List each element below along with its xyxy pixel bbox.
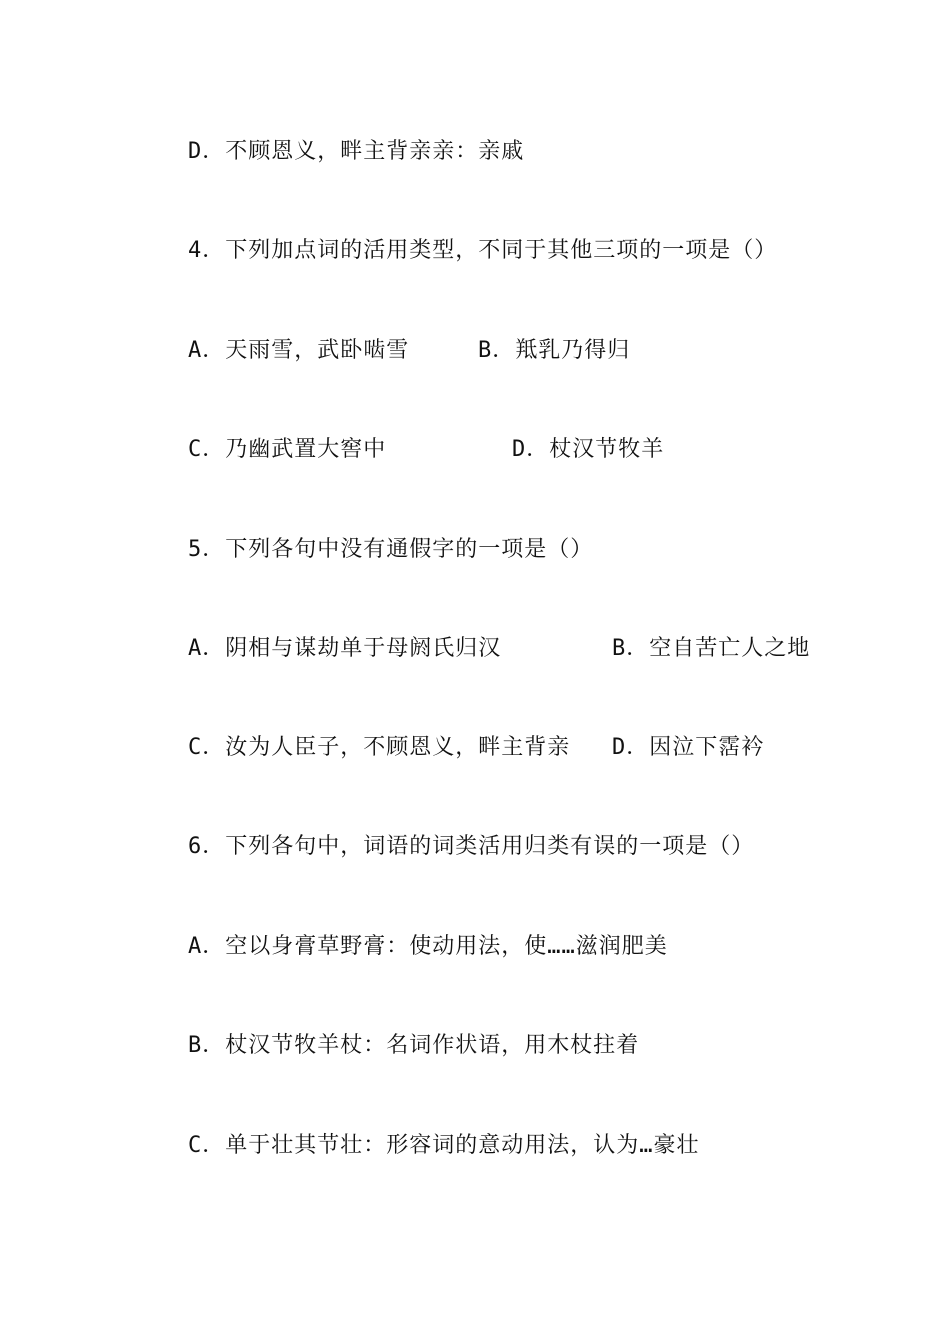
question-4-option-d: D．杖汉节牧羊 [512, 437, 665, 462]
question-4-option-c: C．乃幽武置大窖中 [188, 437, 387, 462]
question-5-option-b: B．空自苦亡人之地 [612, 636, 811, 661]
question-4-option-a: A．天雨雪，武卧啮雪 [188, 338, 410, 363]
question-6: 6．下列各句中，词语的词类活用归类有误的一项是（） [188, 834, 755, 859]
question-5-option-a: A．阴相与谋劫单于母阏氏归汉 [188, 636, 502, 661]
question-5-option-d: D．因泣下霑衿 [612, 735, 765, 760]
question-4-option-b: B．羝乳乃得归 [478, 338, 631, 363]
option-line-d-prev: D．不顾恩义，畔主背亲亲：亲戚 [188, 139, 525, 164]
question-6-option-c: C．单于壮其节壮：形容词的意动用法，认为…豪壮 [188, 1133, 700, 1158]
question-6-option-b: B．杖汉节牧羊杖：名词作状语，用木杖拄着 [188, 1033, 640, 1058]
question-5-option-c: C．汝为人臣子，不顾恩义，畔主背亲 [188, 735, 571, 760]
question-4: 4．下列加点词的活用类型，不同于其他三项的一项是（） [188, 238, 778, 263]
question-6-option-a: A．空以身膏草野膏：使动用法，使……滋润肥美 [188, 934, 668, 959]
question-5: 5．下列各句中没有通假字的一项是（） [188, 537, 594, 562]
